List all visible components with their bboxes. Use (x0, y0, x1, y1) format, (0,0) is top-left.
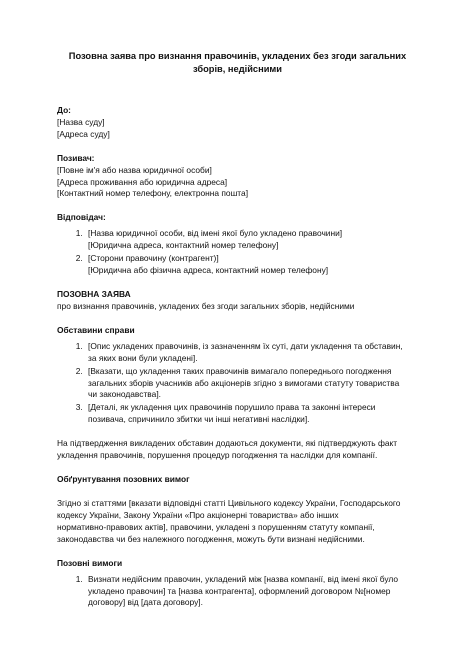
plaintiff-label: Позивач: (57, 152, 95, 163)
circumstance-2-line-1: 2. [Вказати, що укладення таких правочинів вимагало попереднього погодження (88, 365, 392, 376)
plaintiff-address: [Адреса проживання або юридична адреса] (57, 176, 228, 187)
demands-section (57, 558, 418, 610)
plaintiff-section (57, 153, 418, 201)
claim-heading: ПОЗОВНА ЗАЯВА (57, 289, 131, 299)
grounds-line-4: законодавства чи без належного погодження, можуть бути визнані недійсними. (57, 533, 365, 544)
title-line-2: зборів, недійсними (192, 64, 283, 75)
note-line-2: укладення правочинів, порушення процедур погодження та наслідки для компанії. (57, 450, 378, 461)
circumstance-3-line-1: 3. [Деталі, як укладення цих правочинів порушило права та законні інтереси (88, 402, 376, 413)
claim-section (57, 289, 418, 313)
defendant-list (57, 228, 418, 277)
demand-1-line-1: 1. Визнати недійсним правочин, укладений між [назва компанії, від імені якої було (88, 573, 399, 584)
defendant-2-name: 2. [Сторони правочину (контрагент)] (88, 253, 219, 264)
defendant-section (57, 212, 418, 277)
defendant-1-address: [Юридична адреса, контактний номер телефону] (88, 240, 279, 251)
grounds-section (57, 474, 418, 546)
circumstance-1-line-2: за яких вони були укладені]. (88, 352, 198, 363)
circumstance-3-line-2: позивача, спричинило збитки чи інші негативні наслідки]. (88, 414, 310, 425)
circumstance-1-line-1: 1. [Опис укладених правочинів, із зазначенням їх суті, дати укладення та обставин, (88, 340, 403, 351)
plaintiff-contact: [Контактний номер телефону, електронна пошта] (57, 188, 249, 199)
defendant-2-address: [Юридична або фізична адреса, контактний номер телефону] (88, 265, 329, 276)
circumstances-heading: Обставини справи (57, 324, 135, 335)
defendant-1-name: 1. [Назва юридичної особи, від імені якої було укладено правочини] (88, 228, 343, 239)
title-line-1: Позовна заява про визнання правочинів, укладених без згоди загальних (68, 51, 407, 61)
to-section (57, 105, 418, 141)
court-address: [Адреса суду] (57, 128, 110, 139)
defendant-label: Відповідач: (57, 212, 106, 223)
court-name: [Назва суду] (57, 116, 105, 127)
circumstance-2-line-2: загальних зборів учасників або акціонерів згідно з вимогами статуту товариства (88, 377, 400, 388)
grounds-line-2: кодексу України, Закону України «Про акціонерні товариства» або інших (57, 509, 339, 520)
circumstances-note (57, 438, 418, 462)
list-item (85, 253, 418, 277)
demands-heading: Позовні вимоги (57, 557, 123, 568)
plaintiff-name: [Повне ім'я або назва юридичної особи] (57, 164, 212, 175)
list-item (85, 341, 418, 365)
list-item (85, 402, 418, 426)
circumstance-2-line-3: чи законодавства]. (88, 389, 161, 400)
demand-1-line-2: укладено правочин] та [назва контрагента], оформлений договором №[номер (88, 585, 391, 596)
demand-1-line-3: договору] від [дата договору]. (88, 597, 203, 608)
grounds-heading: Обґрунтування позовних вимог (57, 474, 190, 485)
document-title (57, 50, 418, 77)
demands-list (57, 574, 418, 610)
circumstances-section (57, 325, 418, 462)
note-line-1: На підтвердження викладених обставин додаються документи, які підтверджують факт (57, 438, 398, 449)
list-item (85, 228, 418, 252)
list-item (85, 366, 418, 402)
claim-subheading: про визнання правочинів, укладених без згоди загальних зборів, недійсними (57, 300, 355, 311)
circumstances-list (57, 341, 418, 426)
to-label: До: (57, 104, 71, 115)
grounds-line-3: нормативно-правових актів], правочини, укладені з порушенням статуту компанії, (57, 521, 375, 532)
grounds-line-1: Згідно зі статтями [вказати відповідні статті Цивільного кодексу України, Господарського (57, 497, 401, 508)
list-item (85, 574, 418, 610)
